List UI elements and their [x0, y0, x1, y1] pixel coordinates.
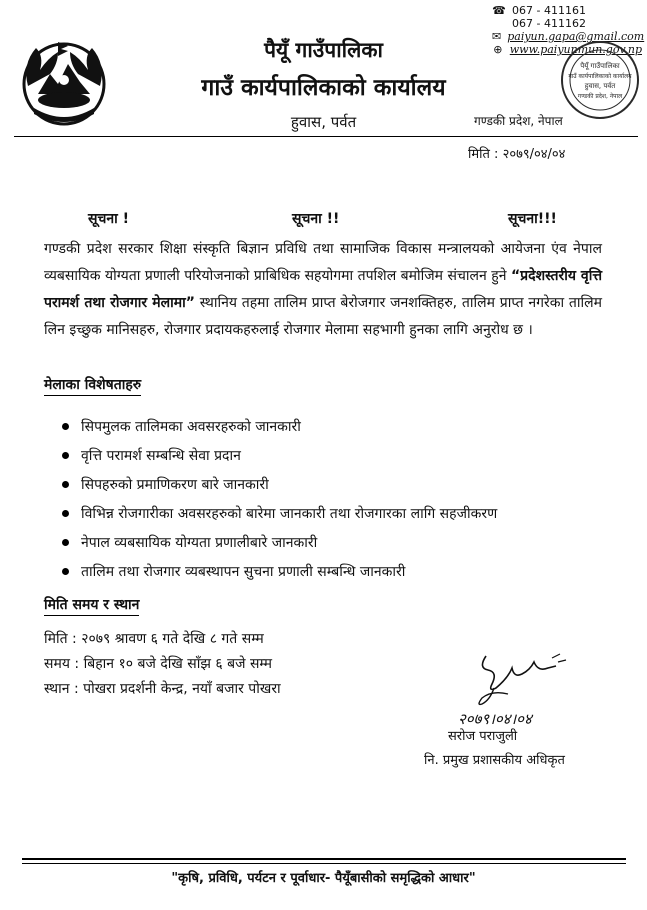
bullet-icon — [62, 452, 69, 459]
website-link[interactable]: www.paiyunmun.gov.np — [509, 43, 642, 56]
paragraph-text: गण्डकी प्रदेश सरकार शिक्षा संस्कृति बिज्ञान प्रविधि तथा सामाजिक विकास मन्त्रालयको आयेजना एंव नेपाल व्यबसायिक योग्यता प्रणाली परियोजनाको प्राबिधिक सहयोगमा तपशिल बमोजिम संचालन हुने — [44, 241, 602, 284]
bullet-icon — [62, 510, 69, 517]
event-place: स्थान : पोखरा प्रदर्शनी केन्द्र, नयाँ बजार पोखरा — [44, 681, 281, 697]
date-value: २०७९/०४/०४ — [502, 147, 566, 162]
notice-heading: सूचना ! — [88, 211, 130, 227]
phone-row — [492, 4, 642, 17]
seal-line: गाउँ कार्यपालिकाको कार्यालय — [568, 73, 632, 80]
footer-motto: "कृषि, प्रविधि, पर्यटन र पूर्वाधार- पैयूँबासीको समृद्धिको आधार" — [171, 871, 476, 886]
handwritten-date: २०७९।०४।०४ — [458, 710, 532, 728]
list-item: नेपाल व्यबसायिक योग्यता प्रणालीबारे जानकारी — [62, 528, 497, 557]
issue-date — [468, 144, 565, 162]
province-label: गण्डकी प्रदेश, नेपाल — [474, 114, 563, 128]
bullet-icon — [62, 423, 69, 430]
list-item: सिपमुलक तालिमका अवसरहरुको जानकारी — [62, 412, 497, 441]
handwritten-signature — [448, 648, 578, 730]
bullet-icon — [62, 539, 69, 546]
fair-name-highlight: “प्रदेशस्तरीय वृत्ति परामर्श तथा रोजगार मेलामा” — [44, 268, 603, 311]
signer-name: सरोज पराजुली — [448, 729, 518, 744]
notice-heading: सूचना !! — [292, 211, 340, 227]
signer-title: नि. प्रमुख प्रशासकीय अधिकृत — [424, 753, 565, 768]
event-date: मिति : २०७९ श्रावण ६ गते देखि ८ गते सम्म — [44, 631, 264, 647]
office-address: हुवास, पर्वत — [290, 113, 357, 131]
event-time: समय : बिहान १० बजे देखि साँझ ६ बजे सम्म — [44, 656, 272, 672]
seal-line: गण्डकी प्रदेश, नेपाल — [577, 93, 623, 100]
list-item: तालिम तथा रोजगार व्यबस्थापन सुचना प्रणाली सम्बन्धि जानकारी — [62, 557, 497, 586]
office-seal-stamp — [554, 38, 646, 122]
office-subtitle: गाउँ कार्यपालिकाको कार्यालय — [201, 75, 446, 101]
bullet-icon — [62, 481, 69, 488]
phone-icon: ☎ — [492, 4, 506, 17]
list-item: सिपहरुको प्रमाणिकरण बारे जानकारी — [62, 470, 497, 499]
footer-divider — [22, 863, 626, 864]
list-item: वृत्ति परामर्श सम्बन्धि सेवा प्रदान — [62, 441, 497, 470]
office-name: पैयूँ गाउँपालिका — [264, 38, 383, 62]
header-divider — [14, 136, 638, 137]
seal-line: पैयूँ गाउँपालिका — [580, 62, 620, 70]
email-link[interactable]: paiyun.gapa@gmail.com — [507, 30, 645, 43]
features-heading: मेलाका विशेषताहरु — [44, 375, 141, 396]
bullet-icon — [62, 568, 69, 575]
envelope-icon: ✉ — [492, 30, 502, 43]
paragraph-text: स्थानिय तहमा तालिम प्राप्त बेरोजगार जनशक्तिहरु, तालिम प्राप्त नगरेका तालिम लिन इच्छुक मानिसहरु, रोजगार प्रदायकहरुलाई रोजगार मेलामा सहभागी हुनका लागि अनुरोध छ । — [44, 295, 602, 338]
date-label: मिति : — [468, 147, 499, 162]
features-list — [62, 412, 497, 586]
notice-body-paragraph — [44, 236, 602, 344]
phone-number: 067 - 411162 — [512, 17, 586, 30]
footer-divider — [22, 858, 626, 860]
seal-line: हुवास, पर्वत — [584, 82, 616, 90]
phone-number: 067 - 411161 — [512, 4, 586, 17]
globe-icon: ⊕ — [493, 43, 503, 56]
details-heading: मिति समय र स्थान — [44, 595, 139, 616]
notice-heading: सूचना!!! — [508, 211, 557, 227]
phone-row — [492, 17, 642, 30]
list-item: विभिन्न रोजगारीका अवसरहरुको बारेमा जानकारी तथा रोजगारका लागि सहजीकरण — [62, 499, 497, 528]
